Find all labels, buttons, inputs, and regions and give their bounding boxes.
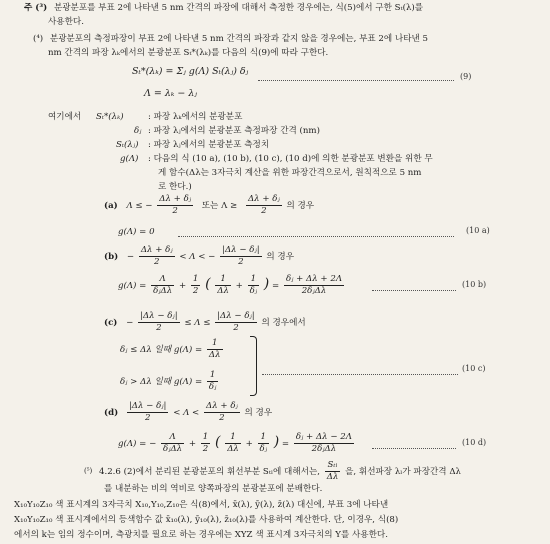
- case-b-cond-end: 의 경우: [266, 252, 295, 262]
- case-c-cond-pre: −: [126, 318, 134, 328]
- case-a-frac2: $\frac{\text{Δλ + δⱼ}}{2}$: [247, 194, 280, 216]
- case-d-condition: [104, 401, 272, 425]
- case-c-cond-end: 의 경우에서: [261, 318, 306, 328]
- case-c-label: (c): [104, 318, 118, 328]
- case-c-frac1: $\frac{\text{|Δλ − δⱼ|}}{2}$: [140, 311, 178, 333]
- case-d-frac1: $\frac{\text{|Δλ − δⱼ|}}{2}$: [128, 401, 167, 423]
- note-4-line1: 분광분포의 측정파장이 부표 2에 나타낸 5 nm 간격의 파장과 같지 않을 경우에는, 부표 2에 나타낸 5: [49, 34, 429, 44]
- case-a-equation: g(Λ) = 0: [118, 227, 155, 237]
- eq9-number: (9): [460, 72, 472, 81]
- case-b-equation: g(Λ) = $\frac{\Lambda}{\text{δⱼΔλ}}$ + $\frac{1}{2}$ ( $\frac{1}{\Delta\lambda}$ + $\frac{1}{\text{δⱼ}}$ ) = $\frac{\text{δⱼ + Δλ + 2Λ}}{\text{2δⱼΔλ}}$: [118, 274, 343, 296]
- note-4: [33, 33, 428, 45]
- paragraph-line2: X₁₀Y₁₀Z₁₀ 색 표시계에서의 등색함수 값 x̄₁₀(λ), ȳ₁₀(λ), z̄₁₀(λ)를 사용하여 계산한다. 단, 이경우, 식(8): [14, 515, 399, 525]
- note-3: [24, 2, 423, 14]
- case-c-frac2: $\frac{\text{|Δλ − δⱼ|}}{2}$: [217, 311, 255, 333]
- case-d-cond-end: 의 경우: [244, 408, 273, 418]
- case-b-cond-pre: −: [126, 252, 135, 262]
- eq9-leader: [258, 80, 454, 81]
- def2-symbol: δⱼ: [134, 126, 142, 136]
- def3-text: : 파장 λⱼ에서의 분광분포 측정치: [148, 140, 270, 150]
- case-c-row2: δⱼ > Δλ 일때 g(Λ) = $\frac{1}{\text{δⱼ}}$: [120, 370, 217, 392]
- eq9-line1: Sₜ*(λₖ) = Σⱼ g(Λ) Sₜ(λⱼ) δⱼ: [132, 66, 249, 77]
- case-d-f2: $\frac{1}{2}$: [202, 432, 209, 454]
- case-b-condition: [104, 245, 294, 269]
- case-c-cond-mid: ≤ Λ ≤: [184, 318, 211, 328]
- case-b-frac2: $\frac{\text{|Δλ − δⱼ|}}{2}$: [222, 245, 260, 267]
- case-d-f3: $\frac{1}{\Delta\lambda}$: [227, 432, 239, 454]
- case-a-frac1: $\frac{\text{Δλ + δⱼ}}{2}$: [159, 194, 192, 216]
- case-b-cond-mid: < Λ < −: [179, 252, 216, 262]
- note-5-frac: $\frac{\text{Sₜₗ}}{\Delta\lambda}$: [326, 460, 339, 482]
- case-a-cond-end: 의 경우: [286, 201, 315, 211]
- case-d-f1: $\frac{\Lambda}{\text{δⱼΔλ}}$: [163, 432, 183, 454]
- case-d-frac2: $\frac{\text{Δλ + δⱼ}}{2}$: [206, 401, 238, 423]
- case-d-label: (d): [104, 408, 119, 418]
- note-3-line2: 사용한다.: [48, 17, 84, 27]
- case-b-eq-pre: g(Λ) =: [118, 281, 147, 291]
- case-b-f3: $\frac{1}{\Delta\lambda}$: [217, 274, 229, 296]
- case-c-brace: [250, 336, 257, 396]
- eq9-line2: Λ = λₖ − λⱼ: [144, 88, 197, 99]
- def2-text: : 파장 λⱼ에서의 분광분포 측정파장 간격 (nm): [148, 126, 320, 136]
- note-3-line1: 분광분포를 부표 2에 나타낸 5 nm 간격의 파장에 대해서 측정한 경우에는, 식(5)에서 구한 Sₜ(λ)를: [53, 3, 424, 13]
- note-4-marker: (⁴): [33, 34, 44, 44]
- case-d-f5: $\frac{\text{δⱼ + Δλ − 2Λ}}{\text{2δⱼΔλ}}$: [295, 432, 352, 454]
- def4-text2: 게 함수(Δλ는 3자극치 계산을 위한 파장간격으로서, 원칙적으로 5 nm: [158, 168, 422, 178]
- case-b-number: (10 b): [462, 280, 487, 289]
- case-a-leader: [178, 236, 454, 237]
- note-5-line2: 를 내분하는 비의 역비로 양쪽파장의 분광분포에 분배한다.: [104, 484, 323, 494]
- case-d-cond-mid: < Λ <: [173, 408, 200, 418]
- case-c-leader: [262, 374, 458, 375]
- note-3-marker: 주 (³): [24, 3, 48, 13]
- paragraph-line3: 에서의 k는 임의 정수이며, 측광치를 필요로 하는 경우에는 XYZ 색 표시계 3자극치의 Y를 사용한다.: [14, 530, 388, 540]
- case-b-frac1: $\frac{\text{Δλ + δⱼ}}{2}$: [140, 245, 173, 267]
- def4-text3: 로 한다.): [158, 182, 192, 192]
- case-c-condition: [104, 311, 306, 335]
- note-5-line1-post: 을, 휘선파장 λₗ가 파장간격 Δλ: [345, 467, 461, 477]
- case-a-label: (a): [104, 201, 118, 211]
- case-b-f4: $\frac{1}{\text{δⱼ}}$: [249, 274, 258, 296]
- case-d-f4: $\frac{1}{\text{δⱼ}}$: [259, 432, 267, 454]
- case-b-leader: [372, 290, 456, 291]
- case-a-condition: [104, 194, 314, 218]
- case-d-equation: g(Λ) = − $\frac{\Lambda}{\text{δⱼΔλ}}$ + $\frac{1}{2}$ ( $\frac{1}{\Delta\lambda}$ + $\frac{1}{\text{δⱼ}}$ ) = $\frac{\text{δⱼ + Δλ − 2Λ}}{\text{2δⱼΔλ}}$: [118, 432, 352, 454]
- case-b-f2: $\frac{1}{2}$: [192, 274, 199, 296]
- case-a-number: (10 a): [466, 226, 490, 235]
- note-5-line1-pre: 4.2.6 (2)에서 분리된 분광분포의 휘선부분 Sₜₗ에 대해서는,: [99, 467, 320, 477]
- case-b-f5: $\frac{\text{δⱼ + Δλ + 2Λ}}{\text{2δⱼΔλ}}$: [285, 274, 343, 296]
- def1-text: : 파장 λₖ에서의 분광분포: [148, 112, 243, 122]
- definitions-intro: 여기에서: [48, 112, 82, 122]
- case-a-cond-left: Λ ≤ −: [126, 201, 153, 211]
- case-a-cond-mid: 또는 Λ ≥: [201, 201, 238, 211]
- case-d-number: (10 d): [462, 438, 487, 447]
- def4-text: : 다음의 식 (10 a), (10 b), (10 c), (10 d)에 의한 분광분포 변환을 위한 무: [148, 154, 433, 164]
- case-d-eq-pre: g(Λ) = −: [118, 439, 157, 449]
- case-b-label: (b): [104, 252, 119, 262]
- paragraph-line1: X₁₀Y₁₀Z₁₀ 색 표시계의 3자극치 X₁₀,Y₁₀,Z₁₀은 식(8)에서, x̄(λ), ȳ(λ), z̄(λ) 대신에, 부표 3에 나타낸: [14, 500, 389, 510]
- case-d-leader: [372, 448, 456, 449]
- note-5: [84, 460, 461, 483]
- case-b-f1: $\frac{\Lambda}{\text{δⱼΔλ}}$: [153, 274, 173, 296]
- note-4-line2: nm 간격의 파장 λₖ에서의 분광분포 Sₜ*(λₖ)를 다음의 식(9)에 따라 구한다.: [48, 48, 329, 58]
- def4-symbol: g(Λ): [120, 154, 139, 164]
- case-c-row1: δⱼ ≤ Δλ 일때 g(Λ) = $\frac{1}{\Delta\lambda}$: [120, 338, 221, 360]
- note-5-marker: (⁵): [84, 467, 93, 475]
- def1-symbol: Sₜ*(λₖ): [96, 112, 124, 122]
- case-c-number: (10 c): [462, 364, 486, 373]
- def3-symbol: Sₜ(λⱼ): [116, 140, 139, 150]
